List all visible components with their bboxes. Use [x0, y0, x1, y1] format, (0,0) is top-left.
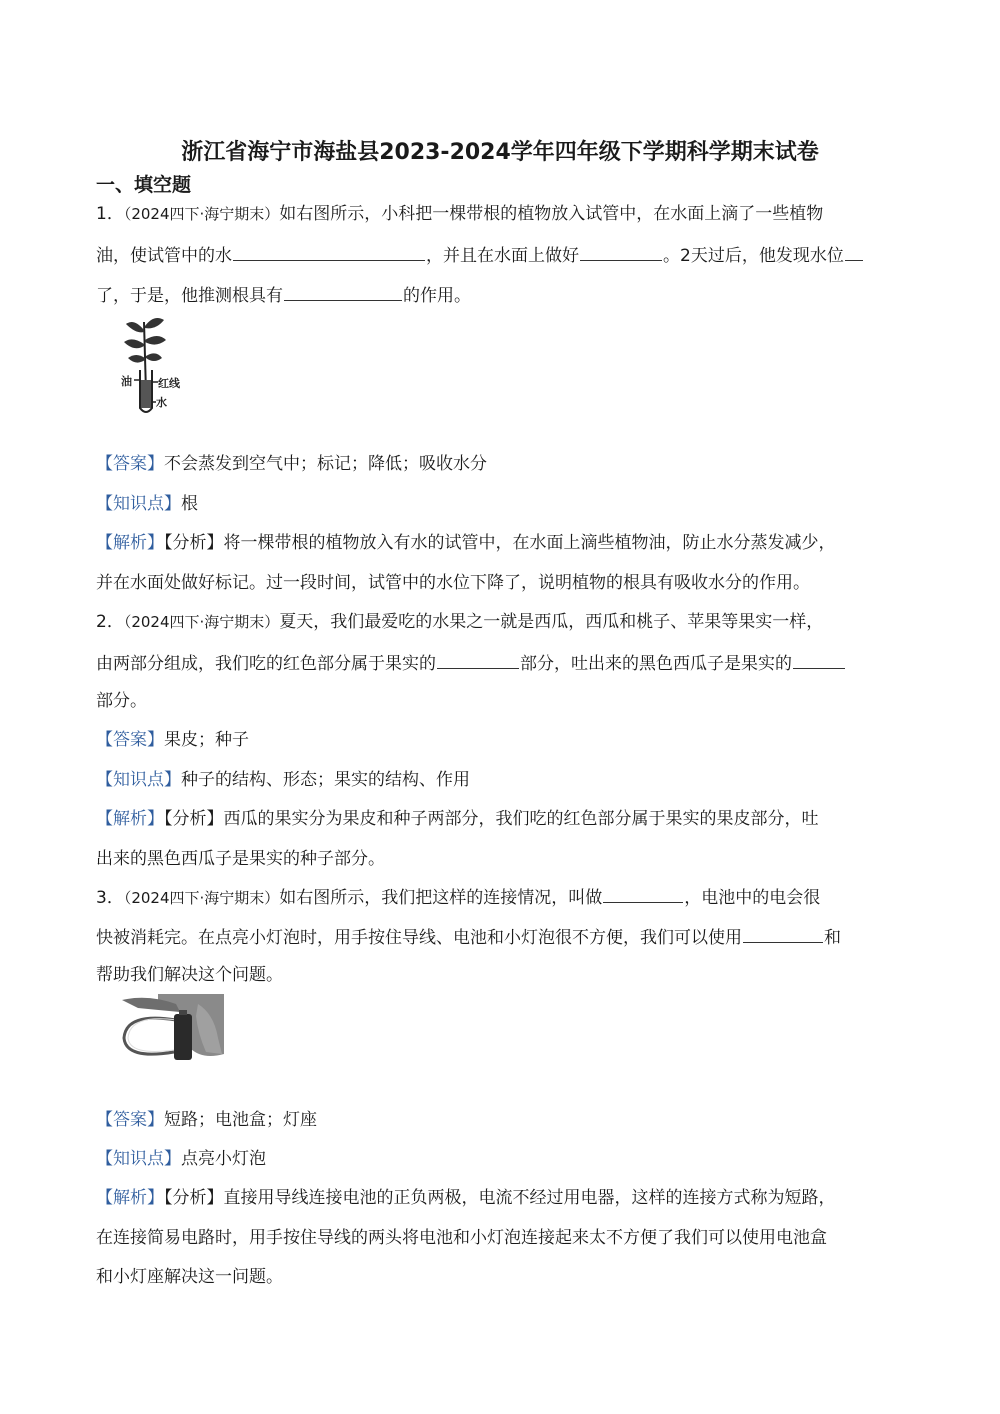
q3-text-1a: 如右图所示，我们把这样的连接情况，叫做: [279, 888, 603, 908]
q2-text-2b: 部分，吐出来的黑色西瓜子是果实的: [520, 654, 792, 674]
q3-knowledge: [96, 1146, 904, 1172]
knowledge-tag: 【知识点】: [96, 494, 181, 514]
q2-analysis-text-1: 【分析】西瓜的果实分为果皮和种子两部分，我们吃的红色部分属于果实的果皮部分，吐: [164, 809, 819, 829]
q2-number: 2．: [96, 612, 124, 632]
knowledge-tag: 【知识点】: [96, 1149, 181, 1169]
q3-answer-text: 短路；电池盒；灯座: [164, 1110, 317, 1130]
hands-icon: [122, 994, 224, 1056]
q2-text-1: 夏天，我们最爱吃的水果之一就是西瓜，西瓜和桃子、苹果等果实一样，: [279, 612, 824, 632]
q3-line-1: [96, 883, 904, 911]
battery-icon: [174, 1010, 192, 1060]
q2-analysis-2: 出来的黑色西瓜子是果实的种子部分。: [96, 849, 385, 869]
q1-text-2c: 。2天过后，他发现水位: [663, 246, 844, 266]
analysis-tag: 【解析】: [96, 1188, 164, 1208]
q2-text-2a: 由两部分组成，我们吃的红色部分属于果实的: [96, 654, 436, 674]
q3-text-1b: ，电池中的电会很: [684, 888, 821, 908]
analysis-tag: 【解析】: [96, 809, 164, 829]
q2-blank-1: [437, 649, 519, 669]
figure-label-water: 水: [156, 396, 167, 409]
answer-tag: 【答案】: [96, 454, 164, 474]
analysis-tag: 【解析】: [96, 533, 164, 553]
plant-in-test-tube-figure: [112, 312, 192, 416]
q2-knowledge: [96, 767, 904, 793]
figure-label-oil: 油: [121, 375, 132, 388]
section-title: 一、填空题: [96, 174, 192, 196]
q3-number: 3．: [96, 888, 124, 908]
q3-line-2: [96, 923, 904, 951]
q1-analysis-2: 并在水面处做好标记。过一段时间，试管中的水位下降了，说明植物的根具有吸收水分的作用。: [96, 573, 810, 593]
q2-blank-2: [793, 649, 845, 669]
q1-text-2b: ，并且在水面上做好: [426, 246, 579, 266]
knowledge-tag: 【知识点】: [96, 770, 181, 790]
q1-blank-3: [845, 241, 863, 261]
q1-analysis-1: [96, 530, 904, 556]
q1-answer-text: 不会蒸发到空气中；标记；降低；吸收水分: [164, 454, 487, 474]
q1-text-2a: 油，使试管中的水: [96, 246, 232, 266]
q3-analysis-2: 在连接简易电路时，用手按住导线的两头将电池和小灯泡连接起来太不方便了我们可以使用电池盒: [96, 1228, 827, 1248]
q2-analysis-1: [96, 806, 904, 832]
q2-line-3: 部分。: [96, 691, 147, 711]
q1-text-3a: 了，于是，他推测根具有: [96, 286, 283, 306]
q2-line-1: [96, 609, 904, 635]
q2-source: （2024四下·海宁期末）: [123, 613, 280, 631]
q2-answer-text: 果皮；种子: [164, 730, 249, 750]
q2-line-2: [96, 649, 904, 677]
q1-answer: [96, 451, 904, 477]
q1-text-3b: 的作用。: [403, 286, 471, 306]
q1-blank-4: [284, 281, 402, 301]
q1-blank-2: [580, 241, 662, 261]
q3-analysis-1: [96, 1185, 904, 1211]
q1-source: （2024四下·海宁期末）: [123, 205, 280, 223]
q1-text-1: 如右图所示，小科把一棵带根的植物放入试管中，在水面上滴了一些植物: [279, 204, 824, 224]
q2-answer: [96, 727, 904, 753]
q1-knowledge: [96, 491, 904, 517]
q1-line-2: [96, 241, 904, 269]
q1-analysis-text-1: 【分析】将一棵带根的植物放入有水的试管中，在水面上滴些植物油，防止水分蒸发减少，: [164, 533, 836, 553]
q3-line-3: 帮助我们解决这个问题。: [96, 965, 283, 985]
q3-analysis-text-1: 【分析】直接用导线连接电池的正负两极，电流不经过用电器，这样的连接方式称为短路，: [164, 1188, 836, 1208]
short-circuit-figure: [118, 994, 224, 1070]
q3-text-2b: 和: [824, 928, 841, 948]
q3-source: （2024四下·海宁期末）: [123, 889, 280, 907]
q3-answer: [96, 1107, 904, 1133]
answer-tag: 【答案】: [96, 1110, 164, 1130]
q1-blank-1: [233, 241, 425, 261]
q2-knowledge-text: 种子的结构、形态；果实的结构、作用: [181, 770, 470, 790]
wire-icon: [124, 1018, 176, 1054]
q3-text-2a: 快被消耗完。在点亮小灯泡时，用手按住导线、电池和小灯泡很不方便，我们可以使用: [96, 928, 742, 948]
q1-knowledge-text: 根: [181, 494, 198, 514]
answer-tag: 【答案】: [96, 730, 164, 750]
q3-analysis-3: 和小灯座解决这一问题。: [96, 1267, 283, 1287]
q3-knowledge-text: 点亮小灯泡: [181, 1149, 266, 1169]
q1-line-3: [96, 281, 904, 309]
q1-number: 1．: [96, 204, 124, 224]
q3-blank-2: [743, 923, 823, 943]
q1-line-1: [96, 201, 904, 227]
q3-blank-1: [603, 883, 683, 903]
page-title: 浙江省海宁市海盐县2023-2024学年四年级下学期科学期末试卷: [181, 140, 819, 165]
figure-label-red-line: 红线: [158, 377, 180, 390]
